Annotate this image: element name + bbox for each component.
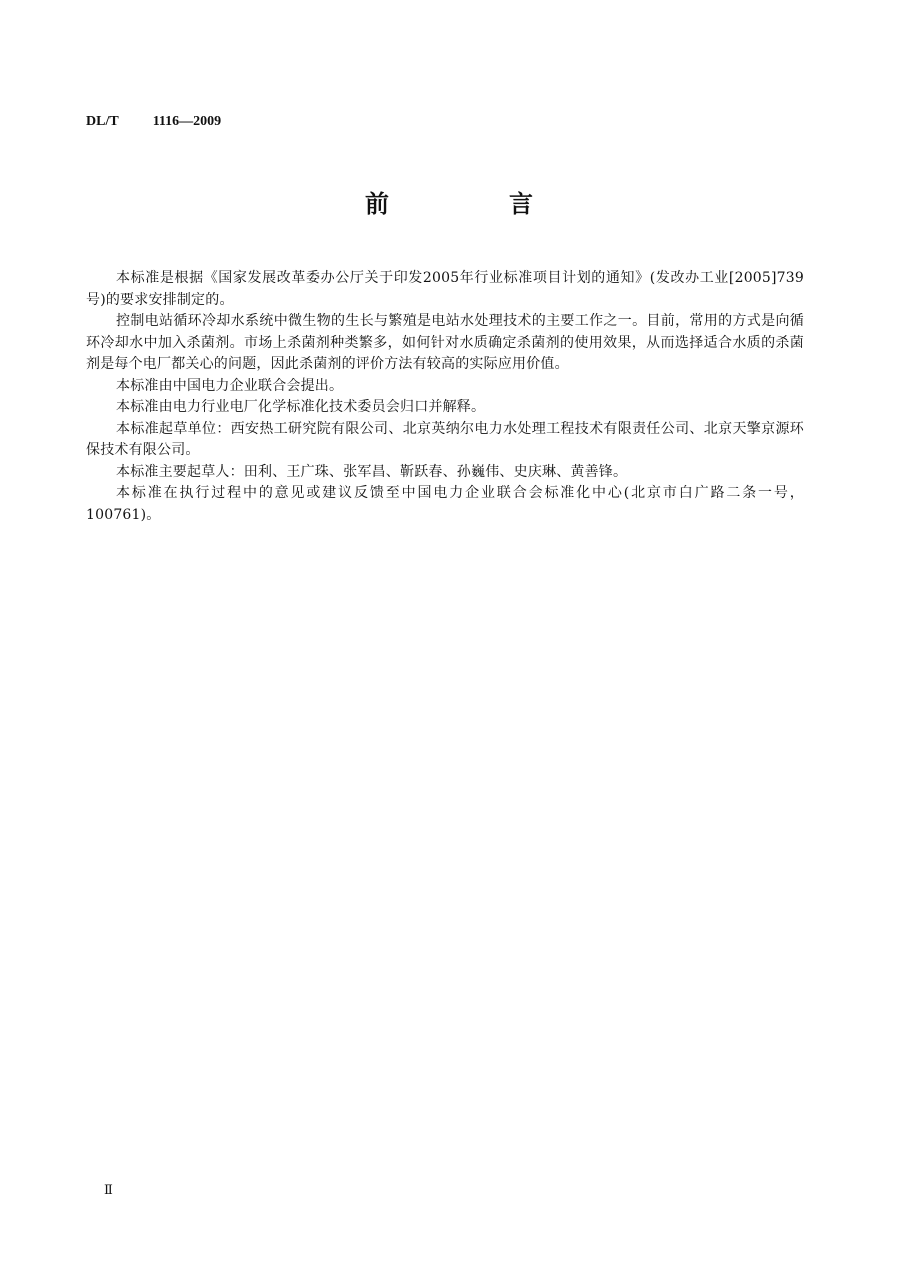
standard-code-prefix: DL/T <box>86 114 119 129</box>
foreword-body <box>86 268 804 526</box>
paragraph-basis: 本标准是根据《国家发展改革委办公厅关于印发2005年行业标准项目计划的通知》(发改办工业[2005]739号)的要求安排制定的。 <box>86 270 804 308</box>
standard-code-number: 1116—2009 <box>152 114 222 129</box>
paragraph-drafters: 本标准主要起草人：田利、王广珠、张军昌、靳跃春、孙巍伟、史庆琳、黄善锋。 <box>116 463 628 480</box>
standard-code <box>86 114 221 130</box>
paragraph-drafting-units: 本标准起草单位：西安热工研究院有限公司、北京英纳尔电力水处理工程技术有限责任公司、北京天擎京源环保技术有限公司。 <box>86 420 804 458</box>
paragraph-feedback: 本标准在执行过程中的意见或建议反馈至中国电力企业联合会标准化中心(北京市白广路二条一号，100761)。 <box>86 485 804 523</box>
page-number: Ⅱ <box>104 1182 113 1197</box>
paragraph-proposer: 本标准由中国电力企业联合会提出。 <box>116 377 344 394</box>
paragraph-background: 控制电站循环冷却水系统中微生物的生长与繁殖是电站水处理技术的主要工作之一。目前，常用的方式是向循环冷却水中加入杀菌剂。市场上杀菌剂种类繁多，如何针对水质确定杀菌剂的使用效果，从而选择适合水质的杀菌剂是每个电厂都关心的问题，因此杀菌剂的评价方法有较高的实际应用价值。 <box>86 313 804 372</box>
paragraph-administrator: 本标准由电力行业电厂化学标准化技术委员会归口并解释。 <box>116 399 486 415</box>
page-title: 前 言 <box>365 190 581 218</box>
